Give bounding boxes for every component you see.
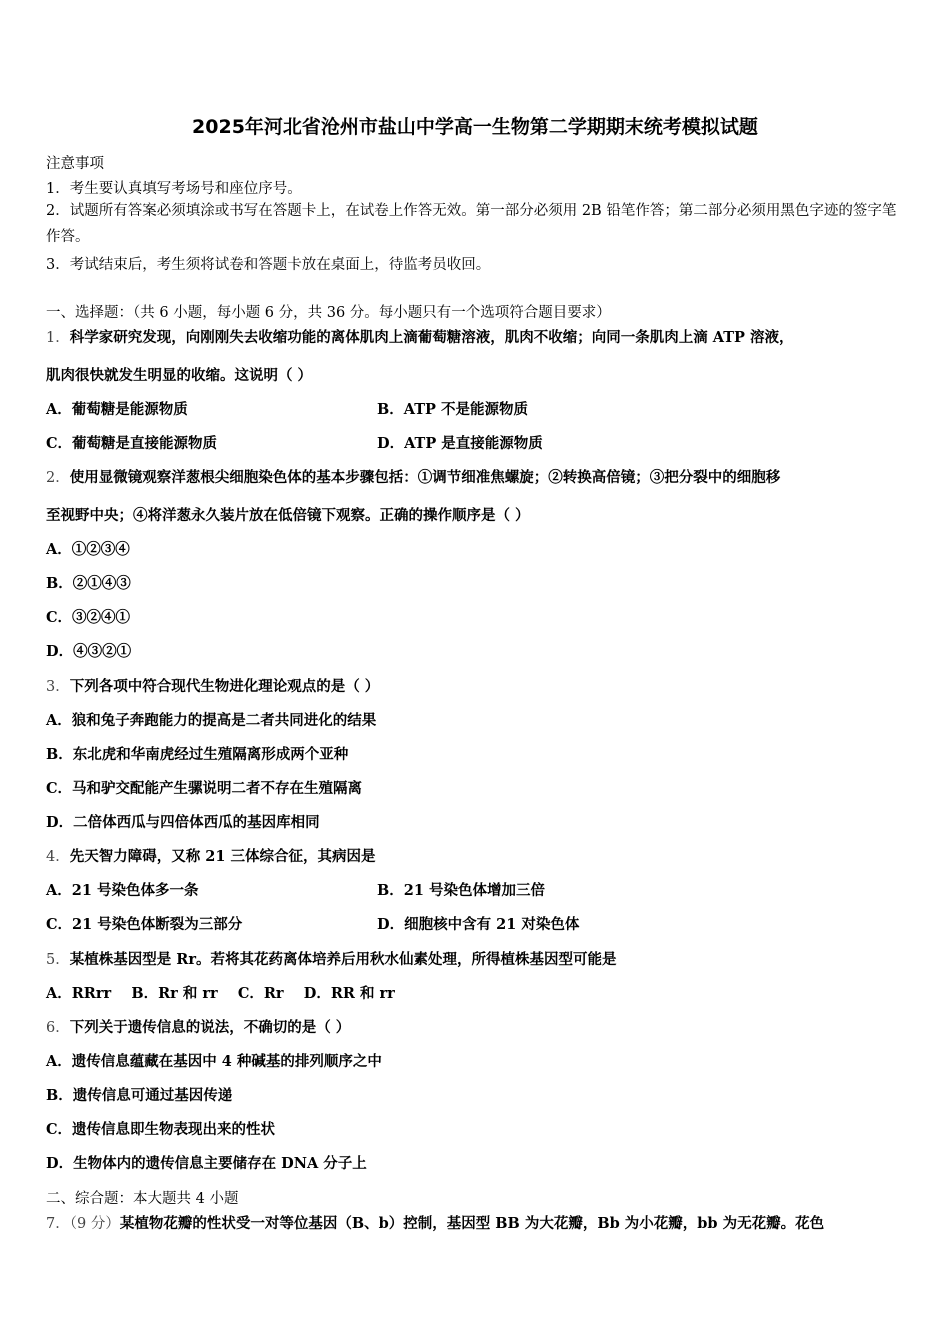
question-number: 1． (46, 330, 70, 346)
q4-option-d: D．细胞核中含有 21 对染色体 (377, 916, 580, 933)
page-title: 2025年河北省沧州市盐山中学高一生物第二学期期末统考模拟试题 (192, 116, 758, 138)
section-2-heading: 二、综合题：本大题共 4 小题 (46, 1191, 239, 1207)
question-number: 6． (46, 1020, 70, 1036)
q4-option-c: C．21 号染色体断裂为三部分 (46, 916, 243, 933)
q1-option-c: C．葡萄糖是直接能源物质 (46, 435, 218, 452)
q1-option-d: D．ATP 是直接能源物质 (377, 435, 543, 452)
q3-option-d: D．二倍体西瓜与四倍体西瓜的基因库相同 (46, 814, 320, 831)
notice-item-2: 2．试题所有答案必须填涂或书写在答题卡上，在试卷上作答无效。第一部分必须用 2B 铅笔作答；第二部分必须用黑色字迹的签字笔作答。 (46, 203, 897, 245)
question-6: 6．下列关于遗传信息的说法，不确切的是（ ） (46, 1019, 351, 1036)
question-score: （9 分） (69, 1216, 120, 1232)
notice-item-3: 3．考试结束后，考生须将试卷和答题卡放在桌面上，待监考员收回。 (46, 257, 491, 273)
q4-option-b: B．21 号染色体增加三倍 (377, 882, 545, 899)
question-number: 2． (46, 470, 70, 486)
question-2-line-2: 至视野中央；④将洋葱永久装片放在低倍镜下观察。正确的操作顺序是（ ） (46, 507, 530, 524)
q6-option-c: C．遗传信息即生物表现出来的性状 (46, 1121, 276, 1138)
question-number: 7． (46, 1216, 70, 1232)
q1-option-b: B．ATP 不是能源物质 (377, 401, 528, 418)
question-number: 3． (46, 679, 70, 695)
question-5: 5．某植株基因型是 Rr。若将其花药离体培养后用秋水仙素处理，所得植株基因型可能是 (46, 951, 617, 968)
q3-option-c: C．马和驴交配能产生骡说明二者不存在生殖隔离 (46, 780, 363, 797)
question-2: 2．使用显微镜观察洋葱根尖细胞染色体的基本步骤包括：①调节细准焦螺旋；②转换高倍镜；③把分裂中的细胞移 (46, 469, 781, 486)
q2-option-a: A．①②③④ (46, 541, 130, 558)
q2-option-c: C．③②④① (46, 609, 131, 626)
section-1-heading: 一、选择题：（共 6 小题，每小题 6 分，共 36 分。每小题只有一个选项符合题目要求） (46, 305, 611, 321)
notice-item-1: 1．考生要认真填写考场号和座位序号。 (46, 181, 302, 197)
q2-option-b: B．②①④③ (46, 575, 131, 592)
question-4: 4．先天智力障碍，又称 21 三体综合征，其病因是 (46, 848, 376, 865)
q3-option-a: A．狼和兔子奔跑能力的提高是二者共同进化的结果 (46, 712, 377, 729)
question-1-line-2: 肌肉很快就发生明显的收缩。这说明（ ） (46, 367, 313, 384)
q6-option-d: D．生物体内的遗传信息主要储存在 DNA 分子上 (46, 1155, 367, 1172)
q6-option-a: A．遗传信息蕴藏在基因中 4 种碱基的排列顺序之中 (46, 1053, 382, 1070)
notice-heading: 注意事项 (46, 156, 104, 172)
q2-option-d: D．④③②① (46, 643, 132, 660)
q6-option-b: B．遗传信息可通过基因传递 (46, 1087, 233, 1104)
question-1: 1．科学家研究发现，向刚刚失去收缩功能的离体肌肉上滴葡萄糖溶液，肌肉不收缩；向同一条肌肉上滴 ATP 溶液， (46, 329, 794, 346)
question-number: 5． (46, 952, 70, 968)
q5-options: A．RRrr B．Rr 和 rr C．Rr D．RR 和 rr (46, 985, 395, 1002)
q1-option-a: A．葡萄糖是能源物质 (46, 401, 188, 418)
q4-option-a: A．21 号染色体多一条 (46, 882, 199, 899)
q3-option-b: B．东北虎和华南虎经过生殖隔离形成两个亚种 (46, 746, 349, 763)
question-3: 3．下列各项中符合现代生物进化理论观点的是（ ） (46, 678, 380, 695)
question-7: 7．（9 分）某植物花瓣的性状受一对等位基因（B、b）控制，基因型 BB 为大花瓣，Bb 为小花瓣，bb 为无花瓣。花色 (46, 1215, 825, 1232)
question-number: 4． (46, 849, 70, 865)
